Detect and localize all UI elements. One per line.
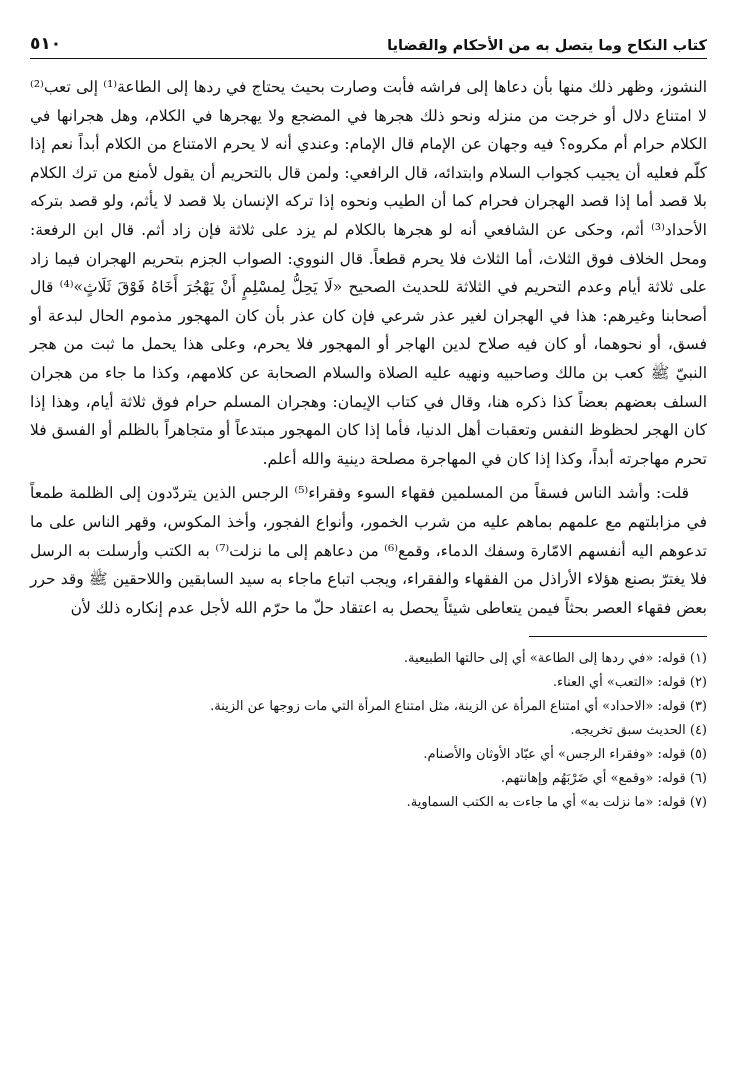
running-title: كتاب النكاح وما يتصل به من الأحكام والقضايا — [387, 38, 707, 54]
footnote-divider — [529, 636, 707, 637]
footnote-2: (٢) قوله: «التعب» أي العناء. — [552, 675, 707, 691]
footnote-3: (٣) قوله: «الاحداد» أي امتناع المرأة عن الزينة، مثل امتناع المرأة التي مات زوجها عن الزينة. — [210, 699, 707, 715]
page-number: ٥١٠ — [30, 34, 62, 54]
main-text — [30, 73, 707, 622]
paragraph: قلت: وأشد الناس فسقاً من المسلمين فقهاء السوء وفقراء⁽⁵⁾ الرجس الذين يتردّدون إلى الظلمة طمعاً في مزابلتهم مع علمهم بماهم عليه من شرب الخمور، وأنواع الفجور، وأخذ المكوس، وقهر الناس على ما تدعوهم اليه أنفسهم الامّارة وسفك الدماء، وقمع⁽⁶⁾ من دعاهم إلى ما نزلت⁽⁷⁾ به الكتب وأرسلت به الرسل فلا يغترّ بصنع هؤلاء الأراذل من الفقهاء والفقراء، ويجب اتباع ماجاء به سيد السابقين واللاحقين ﷺ وقد حرر بعض فقهاء العصر بحثاً فيمن يتعاطى شيئاً يحصل به اعتقاد حلّ ما حرّم الله لأجل عدم إنكاره ذلك لأن — [30, 484, 707, 617]
footnote-6: (٦) قوله: «وقمع» أي ضَرْبَهُم وإهانتهم. — [500, 771, 707, 787]
running-header — [30, 28, 707, 59]
footnote-1: (١) قوله: «في ردها إلى الطاعة» أي إلى حالتها الطبيعية. — [403, 651, 707, 667]
footnotes — [30, 647, 707, 815]
footnote-5: (٥) قوله: «وفقراء الرجس» أي عبّاد الأوثان والأصنام. — [423, 747, 707, 763]
footnote-7: (٧) قوله: «ما نزلت به» أي ما جاءت به الكتب السماوية. — [406, 795, 707, 811]
paragraph: النشوز، وظهر ذلك منها بأن دعاها إلى فراشه فأبت وصارت بحيث يحتاج في ردها إلى الطاعة⁽¹⁾ إلى تعب⁽²⁾ لا امتناع دلال أو خرجت من منزله ونحو ذلك هجرها في المضجع ولا يهجرها في الكلام، وهل هجرانها في الكلام حرام أم مكروه؟ فيه وجهان عن الإمام قال الإمام: وعندي أنه لا يحرم الامتناع من الكلام أبداً نعم إذا كلّم فعليه أن يجيب كجواب السلام وابتدائه، قال الرافعي: ولمن قال بالتحريم أن يقول لأمنع من ترك الكلام بلا قصد أما إذا قصد الهجران فحرام كما أن الطيب ونحوه إذا تركه الإنسان بلا قصد لا يأثم، ولو قصد بتركه الأحداد⁽³⁾ أثم، وحكى عن الشافعي أنه لو هجرها بالكلام لم يزد على ثلاثة فإن زاد أثم. قال ابن الرفعة: ومحل الخلاف فوق الثلاث، أما الثلاث فلا يحرم قطعاً. قال النووي: الصواب الجزم بتحريم الهجران فيما زاد على ثلاثة أيام وعدم التحريم في الثلاثة للحديث الصحيح «لَا يَحِلُّ لِمسْلِمٍ أَنْ يَهْجُرَ أَخَاهُ فَوْقَ ثَلَاثٍ»⁽⁴⁾ قال أصحابنا وغيرهم: هذا في الهجران لغير عذر شرعي فإن كان عذر بأن كان المهجور مذموم الحال لبدعة أو فسق، أو نحوهما، أو كان فيه صلاح لدين الهاجر أو المهجور فلا يحرم، وعلى هذا يحمل ما ثبت من هجر النبيّ ﷺ كعب بن مالك وصاحبيه ونهيه عليه الصلاة والسلام الصحابة عن كلامهم، وكذا ما جاء من هجران السلف بعضهم بعضاً كذا ذكره هنا، وقال في كتاب الإيمان: وهجران المسلم حرام فوق ثلاثة أيام، وهذا إذا كان الهجر لحظوظ النفس وتعقبات أهل الدنيا، فأما إذا كان المهجور مبتدعاً أو متجاهراً بالظلم أو الفسق فلا تحرم مهاجرته أبداً، وكذا إذا كان في المهاجرة مصلحة دينية والله أعلم. — [30, 78, 707, 468]
footnote-4: (٤) الحديث سبق تخريجه. — [570, 723, 707, 739]
